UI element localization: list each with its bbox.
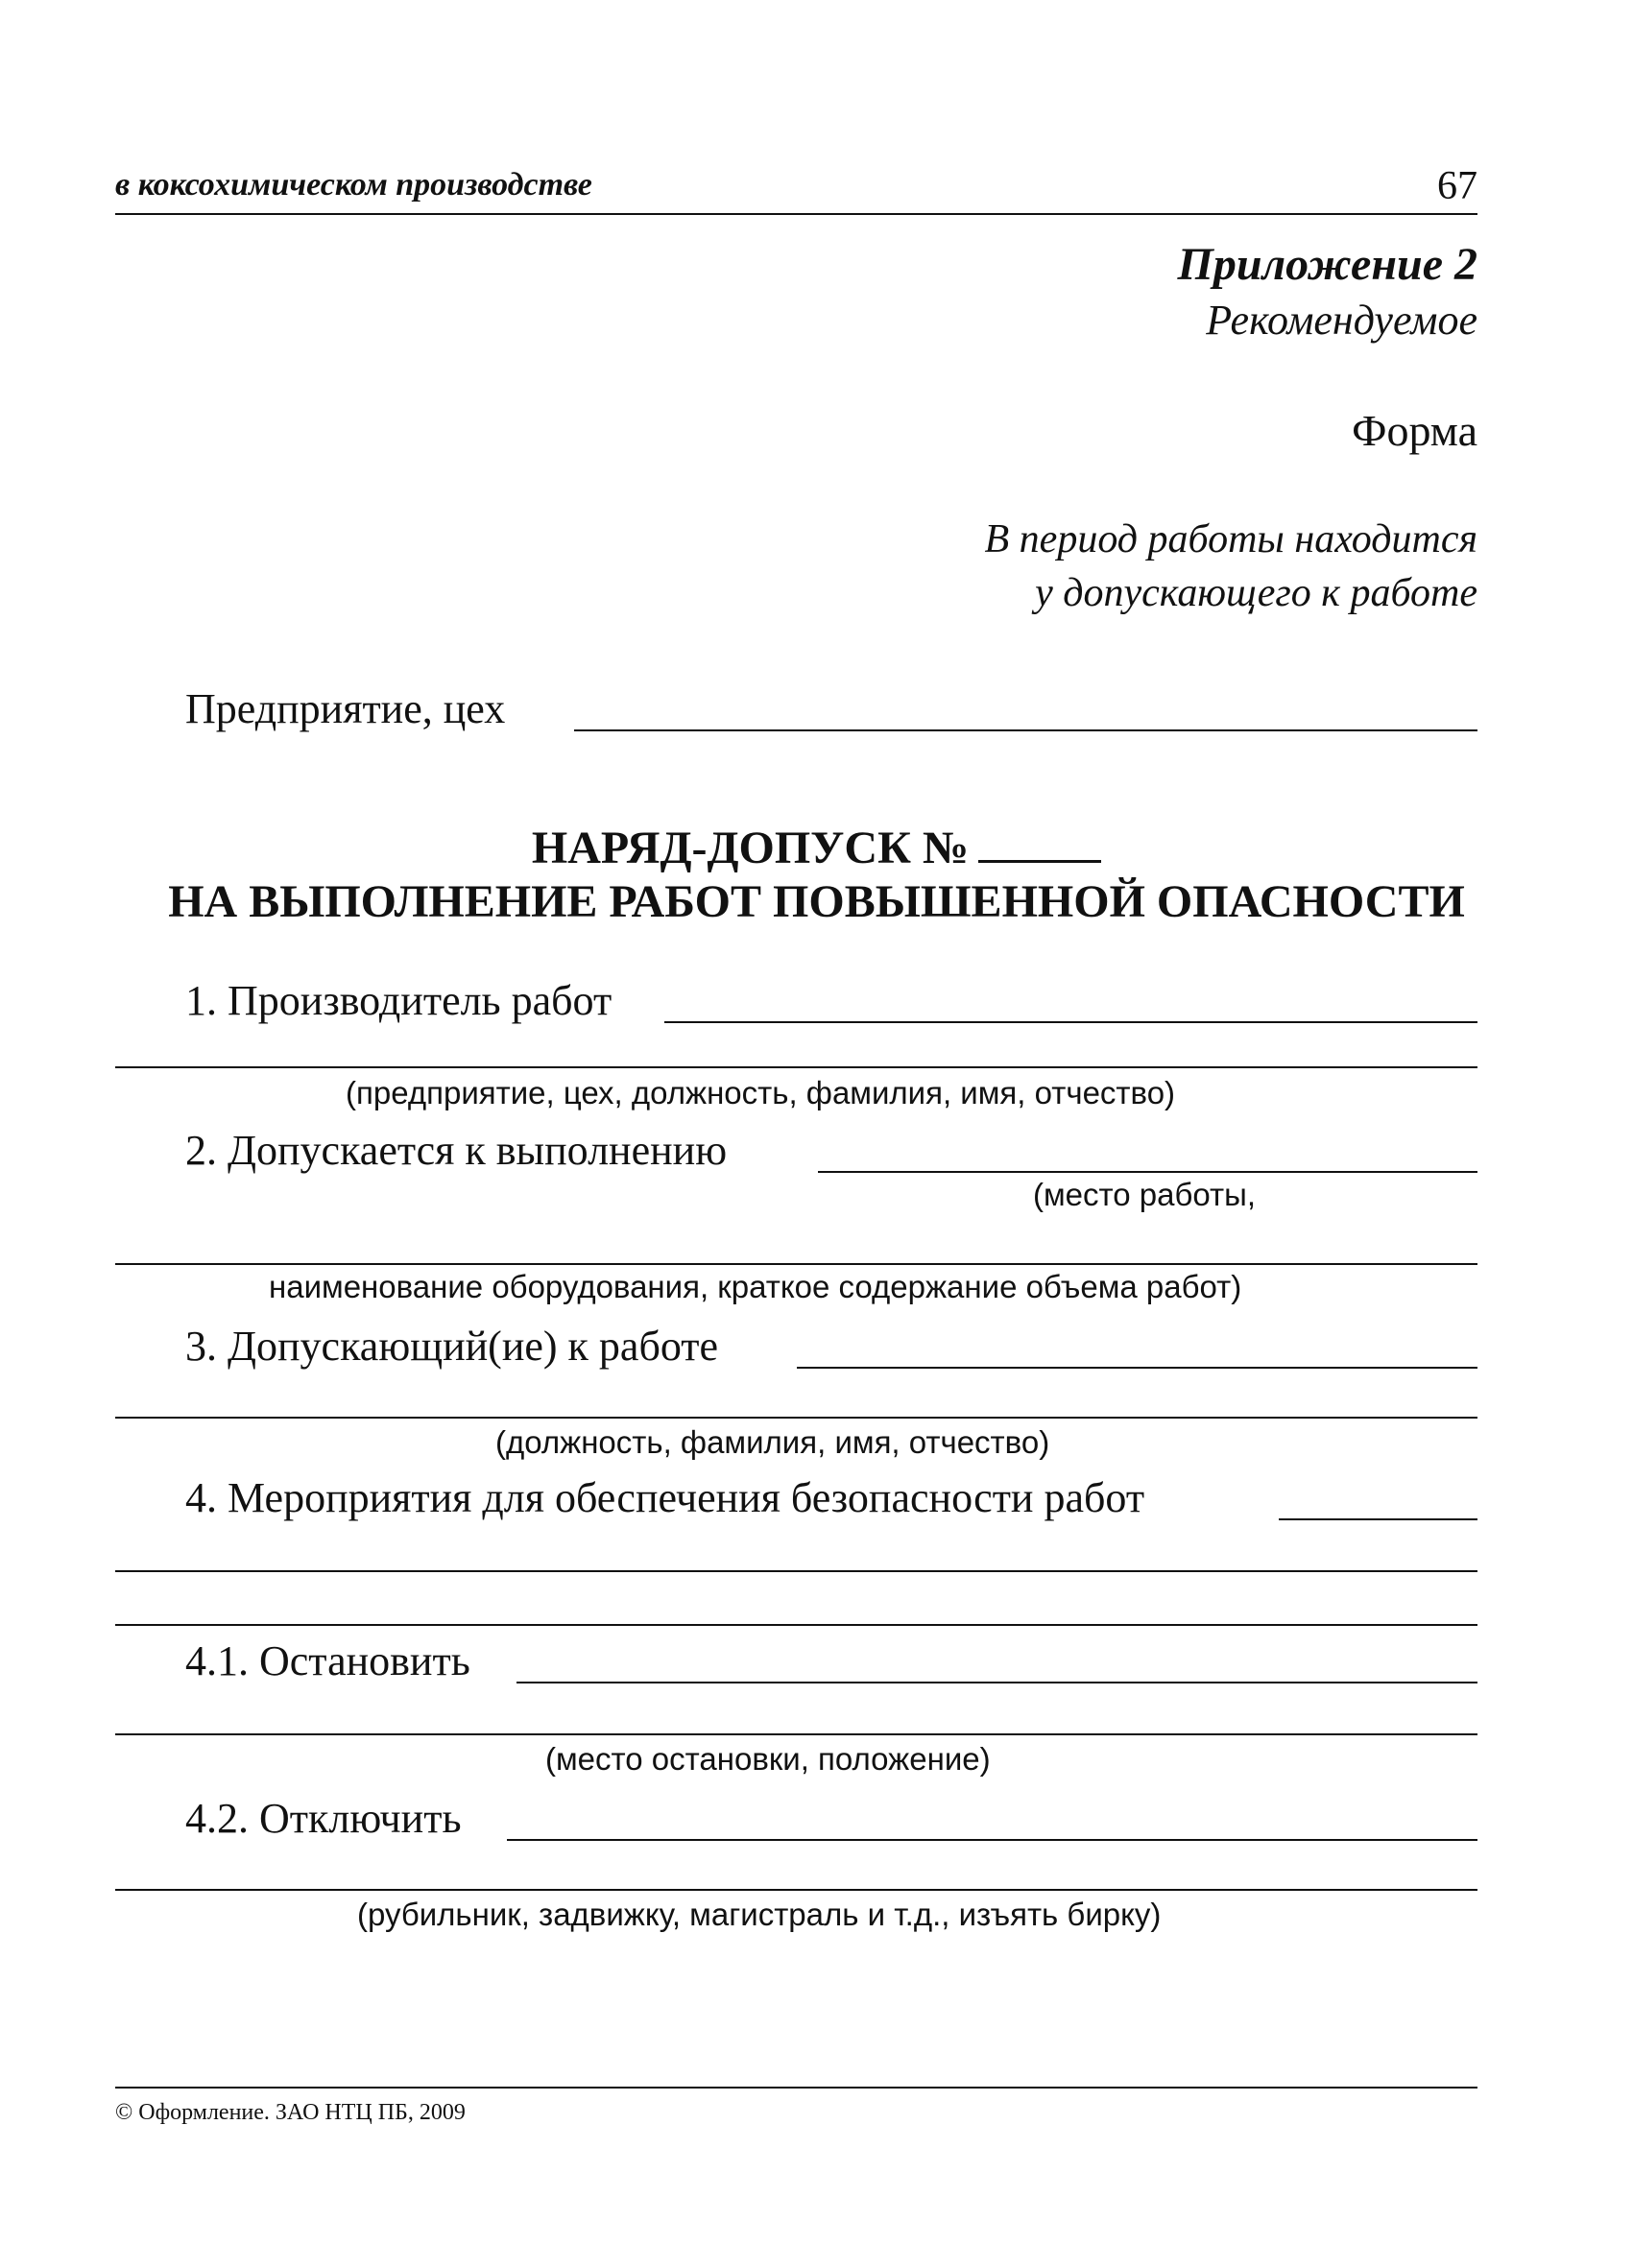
page-number: 67 — [1437, 164, 1477, 208]
item-1-caption: (предприятие, цех, должность, фамилия, имя, отчество) — [346, 1075, 1176, 1110]
item-2-field — [0, 1121, 1633, 1179]
item-2-blank[interactable] — [818, 1171, 1477, 1173]
item-4-1-label: 4.1. Остановить — [185, 1637, 470, 1684]
item-4-2-blank[interactable] — [507, 1839, 1477, 1841]
footer-rule — [115, 2087, 1477, 2089]
item-4-field — [0, 1468, 1633, 1526]
permit-title-line2: НА ВЫПОЛНЕНИЕ РАБОТ ПОВЫШЕННОЙ ОПАСНОСТИ — [168, 876, 1465, 927]
item-1-field — [0, 971, 1633, 1029]
permit-title-text: НАРЯД-ДОПУСК № — [531, 823, 970, 873]
running-title: в коксохимическом производстве — [115, 167, 592, 203]
enterprise-label: Предприятие, цех — [185, 685, 506, 732]
item-4-2-label: 4.2. Отключить — [185, 1795, 462, 1842]
item-3-line2[interactable] — [115, 1417, 1477, 1419]
item-4-2-field — [0, 1789, 1633, 1847]
form-label: Форма — [1352, 406, 1477, 455]
header-rule — [115, 213, 1477, 215]
item-4-line3[interactable] — [115, 1624, 1477, 1626]
item-2-line2[interactable] — [115, 1263, 1477, 1265]
item-1-label: 1. Производитель работ — [185, 977, 612, 1024]
item-3-blank[interactable] — [797, 1367, 1477, 1369]
item-2-caption-b: наименование оборудования, краткое содержание объема работ) — [269, 1269, 1242, 1304]
item-2-label: 2. Допускается к выполнению — [185, 1127, 728, 1174]
permit-number-blank[interactable] — [978, 859, 1101, 863]
permit-title-line1 — [0, 822, 1633, 874]
item-4-blank[interactable] — [1279, 1518, 1477, 1520]
item-4-line2[interactable] — [115, 1570, 1477, 1572]
enterprise-field — [0, 680, 1633, 737]
item-4-1-caption: (место остановки, положение) — [545, 1741, 991, 1777]
copyright-notice: © Оформление. ЗАО НТЦ ПБ, 2009 — [115, 2100, 466, 2125]
item-4-1-field — [0, 1632, 1633, 1689]
appendix-label: Приложение 2 — [1177, 239, 1477, 290]
appendix-status: Рекомендуемое — [1206, 297, 1477, 344]
enterprise-blank[interactable] — [574, 729, 1477, 731]
item-3-caption: (должность, фамилия, имя, отчество) — [495, 1424, 1050, 1460]
item-1-blank[interactable] — [664, 1021, 1477, 1023]
item-3-label: 3. Допускающий(ие) к работе — [185, 1323, 719, 1370]
item-4-2-line2[interactable] — [115, 1889, 1477, 1891]
item-2-caption-a: (место работы, — [1033, 1177, 1257, 1212]
item-4-1-blank[interactable] — [516, 1682, 1477, 1683]
item-4-label: 4. Мероприятия для обеспечения безопасности работ — [185, 1474, 1145, 1521]
item-3-field — [0, 1317, 1633, 1374]
storage-note-line1: В период работы находится — [984, 517, 1477, 561]
item-1-line2[interactable] — [115, 1066, 1477, 1068]
item-4-2-caption: (рубильник, задвижку, магистраль и т.д., изъять бирку) — [357, 1897, 1162, 1932]
storage-note-line2: у допускающего к работе — [1035, 571, 1477, 615]
item-4-1-line2[interactable] — [115, 1733, 1477, 1735]
